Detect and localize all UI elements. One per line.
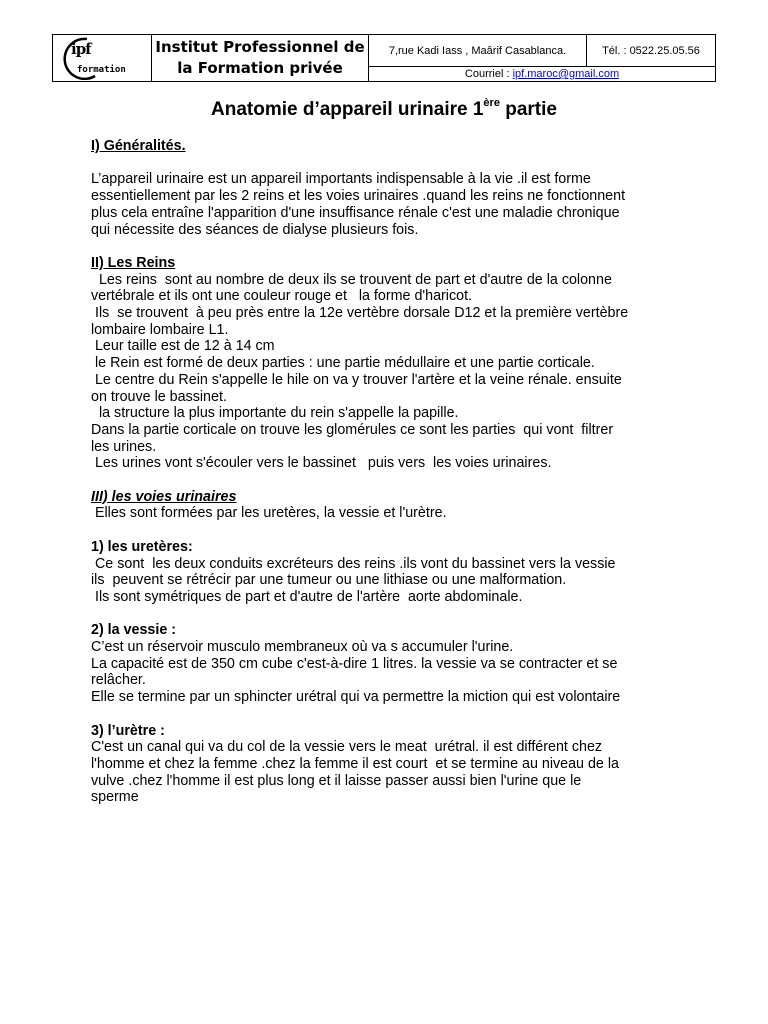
section-vessie-text	[91, 639, 691, 706]
paragraph-line: la structure la plus importante du rein s'appelle la papille.	[91, 405, 459, 422]
section-heading-vessie: 2) la vessie :	[91, 622, 177, 639]
section-generalites-text	[91, 171, 691, 238]
paragraph-line: sperme	[91, 789, 139, 806]
section-heading-voies: III) les voies urinaires	[91, 488, 237, 505]
institute-name: Institut Professionnel de la Formation privée	[152, 35, 369, 82]
paragraph-line: Les urines vont s'écouler vers le bassinet puis vers les voies urinaires.	[91, 455, 552, 472]
title-superscript: ère	[483, 97, 500, 109]
paragraph-line: C’est un réservoir musculo membraneux où va s accumuler l'urine.	[91, 639, 514, 656]
paragraph-line: essentiellement par les 2 reins et les voies urinaires .quand les reins ne fonctionnent	[91, 188, 626, 205]
title-tail: partie	[499, 99, 557, 120]
paragraph-line: Ce sont les deux conduits excréteurs des reins .ils vont du bassinet vers la vessie	[91, 555, 616, 572]
paragraph-line: les urines.	[91, 438, 157, 455]
logo-cell	[53, 35, 152, 82]
paragraph-line: relâcher.	[91, 672, 146, 689]
paragraph-line: Les reins sont au nombre de deux ils se trouvent de part et d'autre de la colonne	[91, 271, 612, 288]
logo-text: ipf	[71, 40, 91, 58]
email-label: Courriel :	[464, 68, 510, 80]
paragraph-line: on trouve le bassinet.	[91, 388, 227, 405]
logo-subtext: formation	[77, 65, 126, 75]
paragraph-line: Dans la partie corticale on trouve les glomérules ce sont les parties qui vont filtrer	[91, 421, 614, 438]
paragraph-line: qui nécessite des séances de dialyse plusieurs fois.	[91, 221, 419, 238]
ipf-logo	[57, 36, 147, 80]
section-ureteres-text	[91, 556, 691, 606]
letterhead-table	[52, 34, 716, 82]
paragraph-line: ils peuvent se rétrécir par une tumeur ou une lithiase ou une malformation.	[91, 572, 567, 589]
paragraph-line: lombaire lombaire L1.	[91, 321, 229, 338]
address: 7,rue Kadi Iass , Maârif Casablanca.	[369, 35, 587, 67]
paragraph-line: Leur taille est de 12 à 14 cm	[91, 338, 275, 355]
paragraph-line: vertébrale et ils ont une couleur rouge et la forme d'haricot.	[91, 288, 473, 305]
paragraph-line: L’appareil urinaire est un appareil importants indispensable à la vie .il est forme	[91, 171, 591, 188]
section-uretre-text	[91, 739, 691, 806]
paragraph-line: Ils se trouvent à peu près entre la 12e vertèbre dorsale D12 et la première vertèbre	[91, 305, 629, 321]
document-body	[91, 138, 691, 806]
section-heading-reins: II) Les Reins	[91, 254, 176, 271]
paragraph-line: vulve .chez l'homme il est plus long et il laisse passer aussi bien l'urine que le	[91, 772, 582, 789]
section-heading-ureteres: 1) les uretères:	[91, 538, 193, 555]
title-text: Anatomie d’appareil urinaire 1	[211, 99, 484, 120]
paragraph-line: C'est un canal qui va du col de la vessie vers le meat urétral. il est différent chez	[91, 739, 603, 756]
email-link[interactable]: ipf.maroc@gmail.com	[512, 68, 620, 80]
phone: Tél. : 0522.25.05.56	[587, 35, 716, 67]
paragraph-line: plus cela entraîne l'apparition d'une insuffisance rénale c'est une maladie chronique	[91, 204, 620, 221]
paragraph-line: Elle se termine par un sphincter urétral qui va permettre la miction qui est volontaire	[91, 689, 621, 706]
paragraph-line: Ils sont symétriques de part et d'autre de l'artère aorte abdominale.	[91, 588, 523, 605]
paragraph-line: le Rein est formé de deux parties : une partie médullaire et une partie corticale.	[91, 355, 595, 372]
paragraph-line: La capacité est de 350 cm cube c'est-à-dire 1 litres. la vessie va se contracter et se	[91, 655, 618, 672]
paragraph-line: Elles sont formées par les uretères, la vessie et l'urètre.	[91, 505, 447, 522]
email-cell	[369, 67, 716, 82]
section-heading-generalites: I) Généralités.	[91, 138, 186, 154]
paragraph-line: Le centre du Rein s'appelle le hile on va y trouver l'artère et la veine rénale. ensuite	[91, 371, 622, 388]
paragraph-line: l'homme et chez la femme .chez la femme il est court et se termine au niveau de la	[91, 755, 619, 772]
section-heading-uretre: 3) l’urètre :	[91, 722, 165, 739]
document-title	[0, 99, 768, 121]
section-reins-text	[91, 272, 691, 472]
